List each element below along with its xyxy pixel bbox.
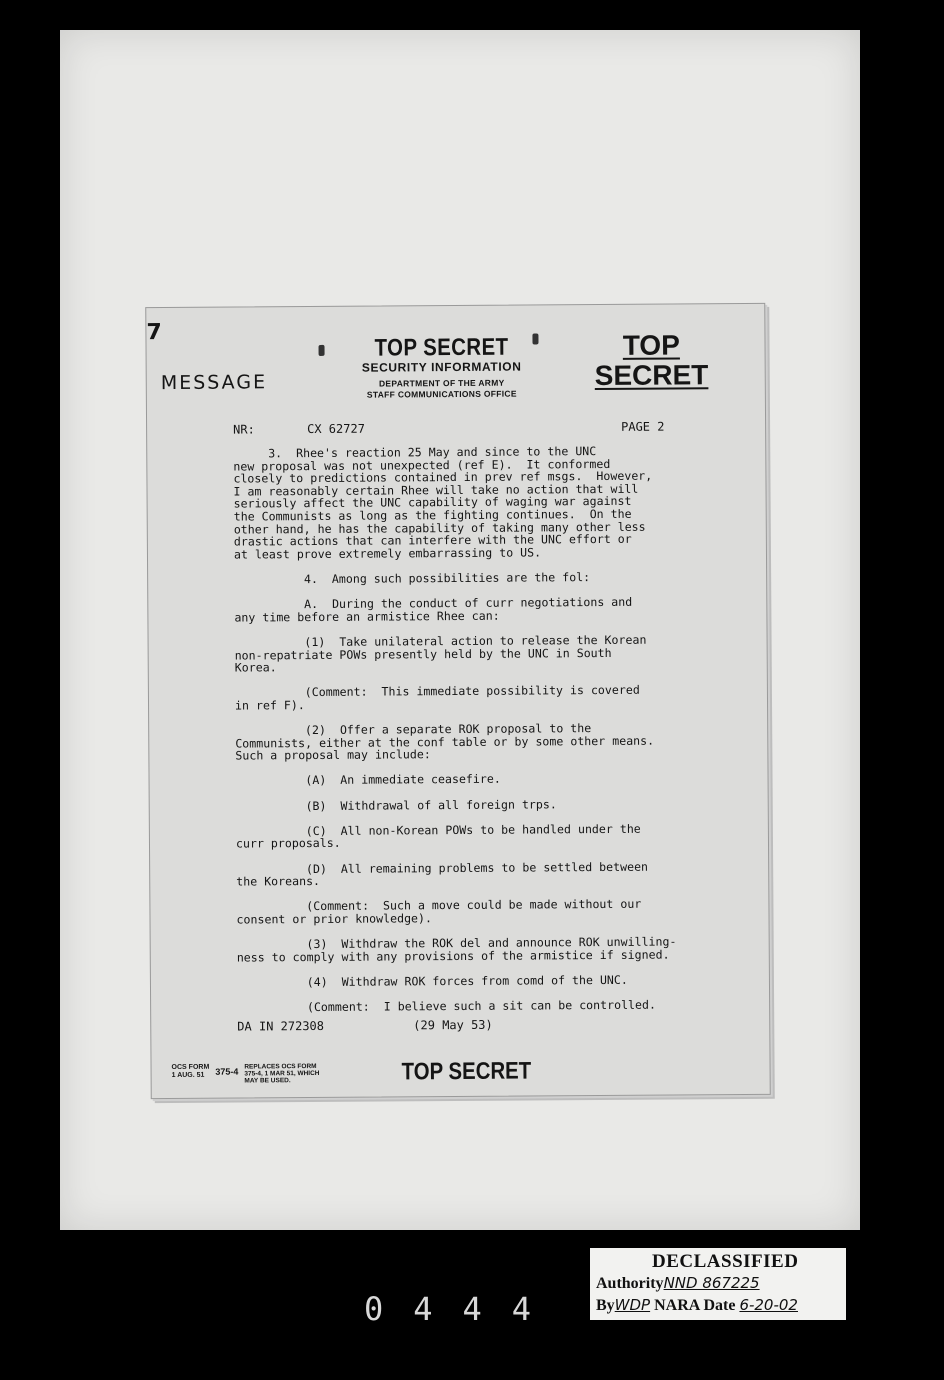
declassification-stamp bbox=[590, 1248, 846, 1320]
by-value: WDP bbox=[614, 1296, 651, 1314]
da-in-number: DA IN 272308 bbox=[237, 1018, 325, 1034]
by-line bbox=[596, 1296, 798, 1315]
header-block bbox=[346, 333, 536, 399]
corner-mark: 7 bbox=[146, 320, 162, 346]
paragraph: (3) Withdraw the ROK del and announce ROK unwilling- ness to comply with any provisions of the armistice if signed. bbox=[236, 934, 677, 965]
form-info bbox=[172, 1063, 320, 1085]
security-information: SECURITY INFORMATION bbox=[361, 359, 522, 375]
page-label: PAGE 2 bbox=[621, 419, 665, 434]
paragraph: (D) All remaining problems to be settled between the Koreans. bbox=[236, 859, 649, 889]
nr-label: NR: bbox=[233, 422, 255, 437]
paragraph: (1) Take unilateral action to release the Korean non-repatriate POWs presently held by the UNC in South Korea. bbox=[234, 632, 647, 675]
message-id-line bbox=[237, 1017, 637, 1034]
paragraph: (Comment: I believe such a sit can be controlled. bbox=[237, 997, 657, 1015]
paragraph: (2) Offer a separate ROK proposal to the Communists, either at the conf table or by some other means. Such a proposal may include: bbox=[235, 721, 655, 763]
authority-value: NND 867225 bbox=[663, 1274, 760, 1292]
stamp-line-1: TOP bbox=[622, 329, 680, 361]
nr-value: CX 62727 bbox=[307, 421, 365, 437]
paragraph: 3. Rhee's reaction 25 May and since to the UNC new proposal was not unexpected (ref E). It conformed closely to predictions contained in prev ref msgs. However, I am reasonably certain Rhee will take no action that will seriously affect the UNC capability of waging war against the Communists as long as the fighting continues. On the other hand, he has the capability of taking many other less drastic actions that can interfere with the UNC effort or at least prove extremely embarrassing to US. bbox=[233, 444, 653, 562]
paragraph: A. During the conduct of curr negotiations and any time before an armistice Rhee can: bbox=[234, 594, 633, 625]
declassified-title: DECLASSIFIED bbox=[652, 1251, 799, 1272]
paragraph: (4) Withdraw ROK forces from comd of the UNC. bbox=[236, 972, 628, 990]
authority-line bbox=[596, 1274, 760, 1293]
classification-bottom: TOP SECRET bbox=[401, 1057, 532, 1086]
message-body bbox=[233, 444, 707, 1027]
paragraph: (C) All non-Korean POWs to be handled under the curr proposals. bbox=[235, 821, 641, 851]
message-label: MESSAGE bbox=[160, 371, 268, 395]
authority-label: Authority bbox=[596, 1275, 664, 1292]
paragraph: (A) An immediate ceasefire. bbox=[235, 772, 501, 788]
top-secret-stamp bbox=[594, 330, 708, 391]
message-form bbox=[145, 303, 771, 1099]
by-label: By bbox=[596, 1297, 615, 1314]
punch-hole-icon bbox=[319, 345, 325, 356]
date-group: (29 May 53) bbox=[413, 1017, 493, 1033]
classification-top: TOP SECRET bbox=[374, 333, 509, 362]
nr-line bbox=[233, 419, 703, 437]
paragraph: 4. Among such possibilities are the fol: bbox=[234, 570, 591, 587]
form-number: 375-4 bbox=[215, 1066, 239, 1077]
form-note: REPLACES OCS FORM 375-4, 1 MAR 51, WHICH MAY BE USED. bbox=[244, 1062, 320, 1085]
stamp-line-2: SECRET bbox=[594, 359, 709, 392]
date-value: 6-20-02 bbox=[739, 1296, 798, 1314]
frame-number: 0444 bbox=[364, 1290, 562, 1328]
form-date: 1 AUG. 51 bbox=[171, 1071, 205, 1080]
paragraph: (Comment: This immediate possibility is covered in ref F). bbox=[234, 683, 640, 713]
paragraph: (B) Withdrawal of all foreign trps. bbox=[235, 796, 557, 814]
paragraph: (Comment: Such a move could be made without our consent or prior knowledge). bbox=[236, 897, 642, 927]
form-label: OCS FORM bbox=[171, 1063, 210, 1072]
office: STAFF COMMUNICATIONS OFFICE bbox=[366, 388, 517, 400]
department: DEPARTMENT OF THE ARMY bbox=[378, 377, 505, 389]
nara-date-label: NARA Date bbox=[654, 1297, 736, 1314]
